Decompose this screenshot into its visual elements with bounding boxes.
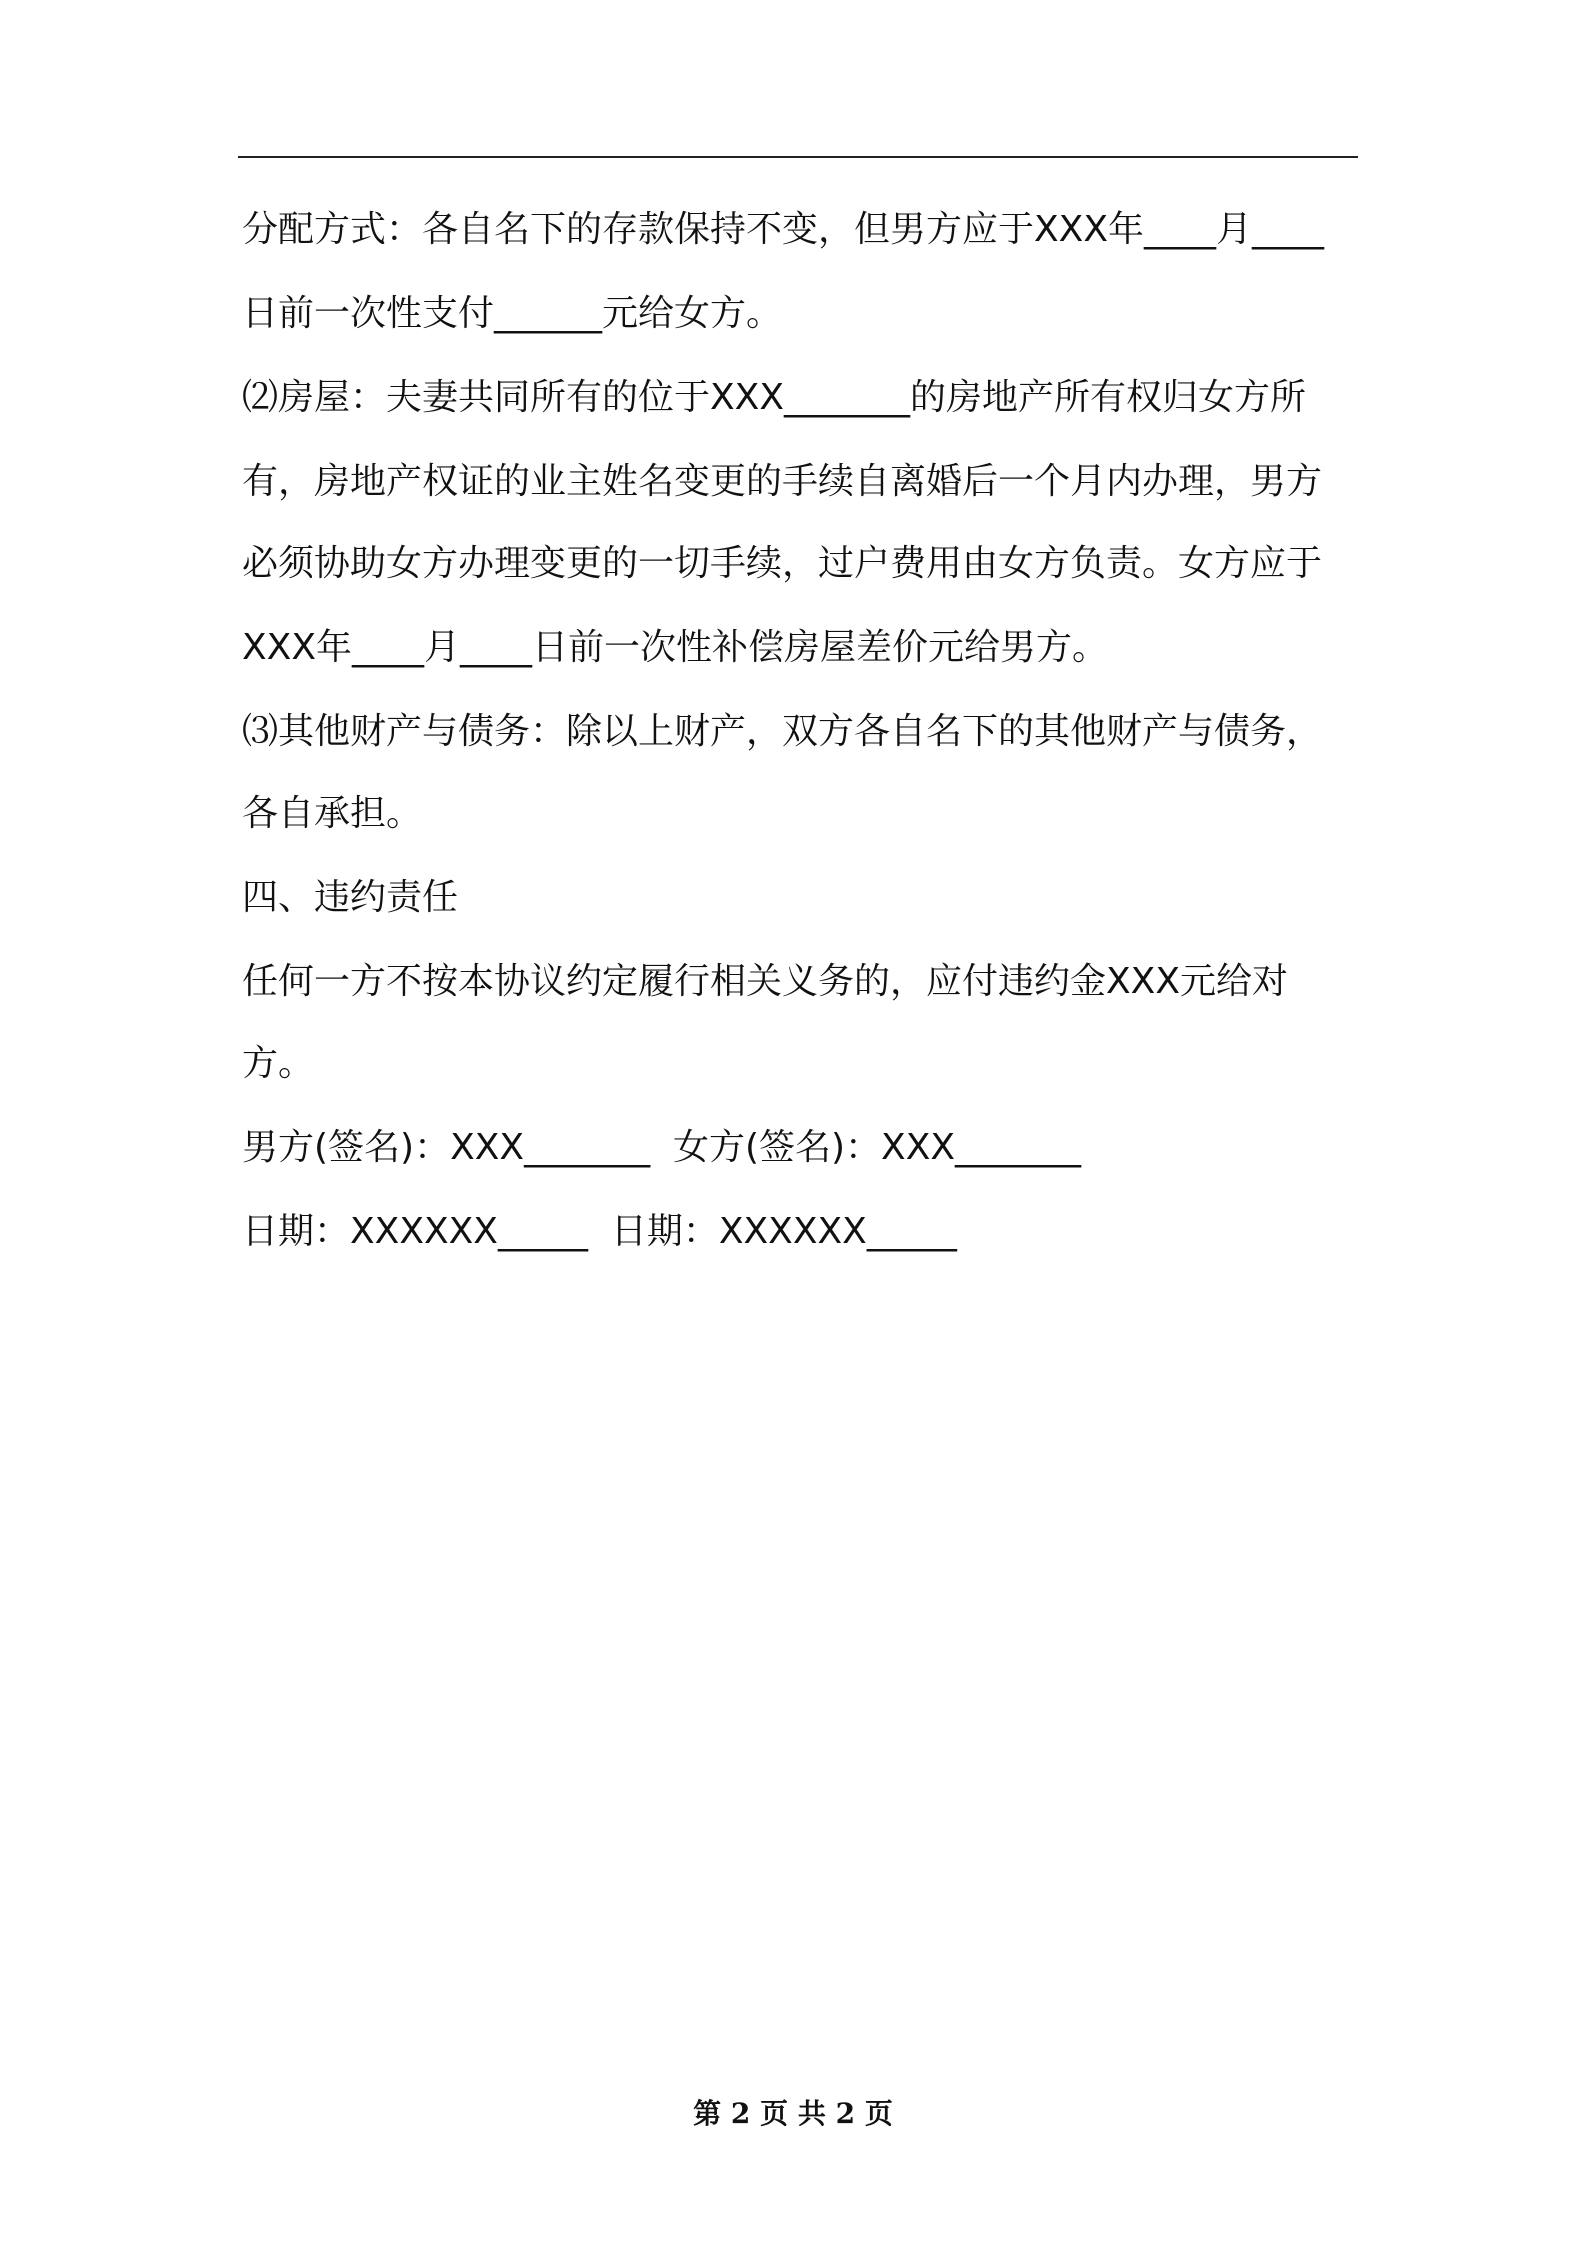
text-line-breach-penalty: 任何一方不按本协议约定履行相关义务的，应付违约金XXX元给对 (242, 961, 1288, 1002)
page-footer: 第 2 页 共 2 页 (693, 2097, 893, 2130)
text-line-house-clause: ⑵房屋：夫妻共同所有的位于XXX_______的房地产所有权归女方所 (242, 377, 1306, 418)
text-line-division-method: 分配方式：各自名下的存款保持不变，但男方应于XXX年____月____ (242, 209, 1324, 250)
text-line-payment-deadline: 日前一次性支付______元给女方。 (242, 293, 783, 334)
text-line-each-bears: 各自承担。 (242, 793, 423, 834)
signature-line: 男方(签名)：XXX_______ 女方(签名)：XXX_______ (242, 1127, 1082, 1168)
header-rule (238, 156, 1358, 158)
text-line-house-compensation: XXX年____月____日前一次性补偿房屋差价元给男方。 (242, 627, 1108, 668)
date-line: 日期：XXXXXX_____ 日期：XXXXXX_____ (242, 1211, 957, 1252)
section-heading-breach-liability: 四、违约责任 (242, 877, 459, 918)
text-line-breach-penalty-end: 方。 (242, 1043, 315, 1084)
text-line-house-ownership: 有，房地产权证的业主姓名变更的手续自离婚后一个月内办理，男方 (242, 461, 1323, 502)
text-line-house-transfer: 必须协助女方办理变更的一切手续，过户费用由女方负责。女方应于 (242, 543, 1323, 584)
text-line-other-property: ⑶其他财产与债务：除以上财产，双方各自名下的其他财产与债务， (242, 711, 1323, 752)
